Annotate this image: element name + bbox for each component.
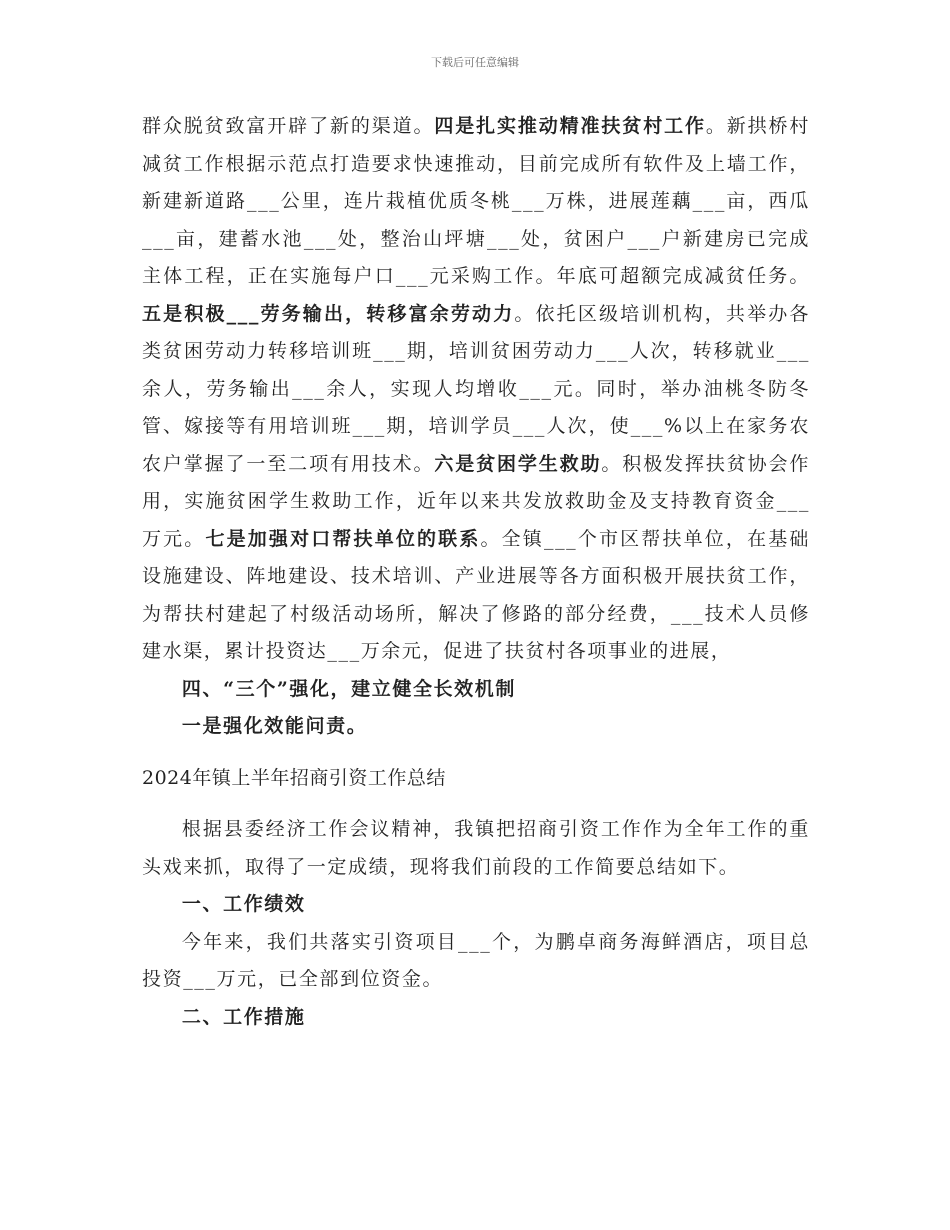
bold-point-four: 四是扎实推动精准扶贫村工作 bbox=[434, 115, 706, 137]
document-title: 2024年镇上半年招商引资工作总结 bbox=[142, 766, 446, 789]
text-run: 。新拱桥村减贫工作根据示范点打造要求快速推动，目前完成所有软件及上墙工作，新建新道路___公里，连片栽植优质冬桃___万株，进展莲藕___亩，西瓜___亩，建蓄水池___处，整治山坪塘___处，贫困户___户新建房已完成主体工程，正在实施每户口___元采购工作。年底可超额完成减贫任务。 bbox=[142, 115, 810, 287]
bold-point-seven: 七是加强对口帮扶单位的联系 bbox=[205, 527, 481, 550]
heading-work-measures: 二、工作措施 bbox=[181, 1005, 306, 1028]
subheading-accountability: 一是强化效能问责。 bbox=[181, 715, 368, 737]
bold-point-five: 五是积极___劳务输出，转移富余劳动力 bbox=[142, 302, 515, 325]
text-run: 。依托区级培训机构，共举办各类贫困劳动力转移培训班___期，培训贫困劳动力___人次，转移就业___余人，劳务输出___余人，实现人均增收___元。同时，举办油桃冬防冬管、嫁接等有用培训班___期，培训学员___人次，使___%以上在家务农农户掌握了一至二项有用技术。 bbox=[142, 302, 810, 475]
paragraph-work-results: 今年来，我们共落实引资项目___个，为鹏卓商务海鲜酒店，项目总投资___万元，已全部到位资金。 bbox=[142, 930, 810, 990]
heading-section-four: 四、“三个”强化，建立健全长效机制 bbox=[181, 677, 516, 700]
bold-point-six: 六是贫困学生救助 bbox=[434, 452, 602, 475]
paragraph-poverty-measures bbox=[142, 108, 810, 671]
header-watermark: 下载后可任意编辑 bbox=[431, 56, 519, 69]
heading-work-results: 一、工作绩效 bbox=[181, 893, 306, 915]
text-run: 。全镇___个市区帮扶单位，在基础设施建设、阵地建设、技术培训、产业进展等各方面积极开展扶贫工作，为帮扶村建起了村级活动场所，解决了修路的部分经费，___技术人员修建水渠，累计投资达___万余元，促进了扶贫村各项事业的进展， bbox=[142, 527, 810, 662]
text-run: 。积极发挥扶贫协会作用，实施贫困学生救助工作，近年以来共发放救助金及支持教育资金___万元。 bbox=[142, 452, 810, 550]
document-body bbox=[142, 108, 810, 1036]
text-run: 群众脱贫致富开辟了新的渠道。 bbox=[142, 115, 435, 137]
paragraph-intro: 根据县委经济工作会议精神，我镇把招商引资工作作为全年工作的重头戏来抓，取得了一定成绩，现将我们前段的工作简要总结如下。 bbox=[142, 818, 810, 878]
